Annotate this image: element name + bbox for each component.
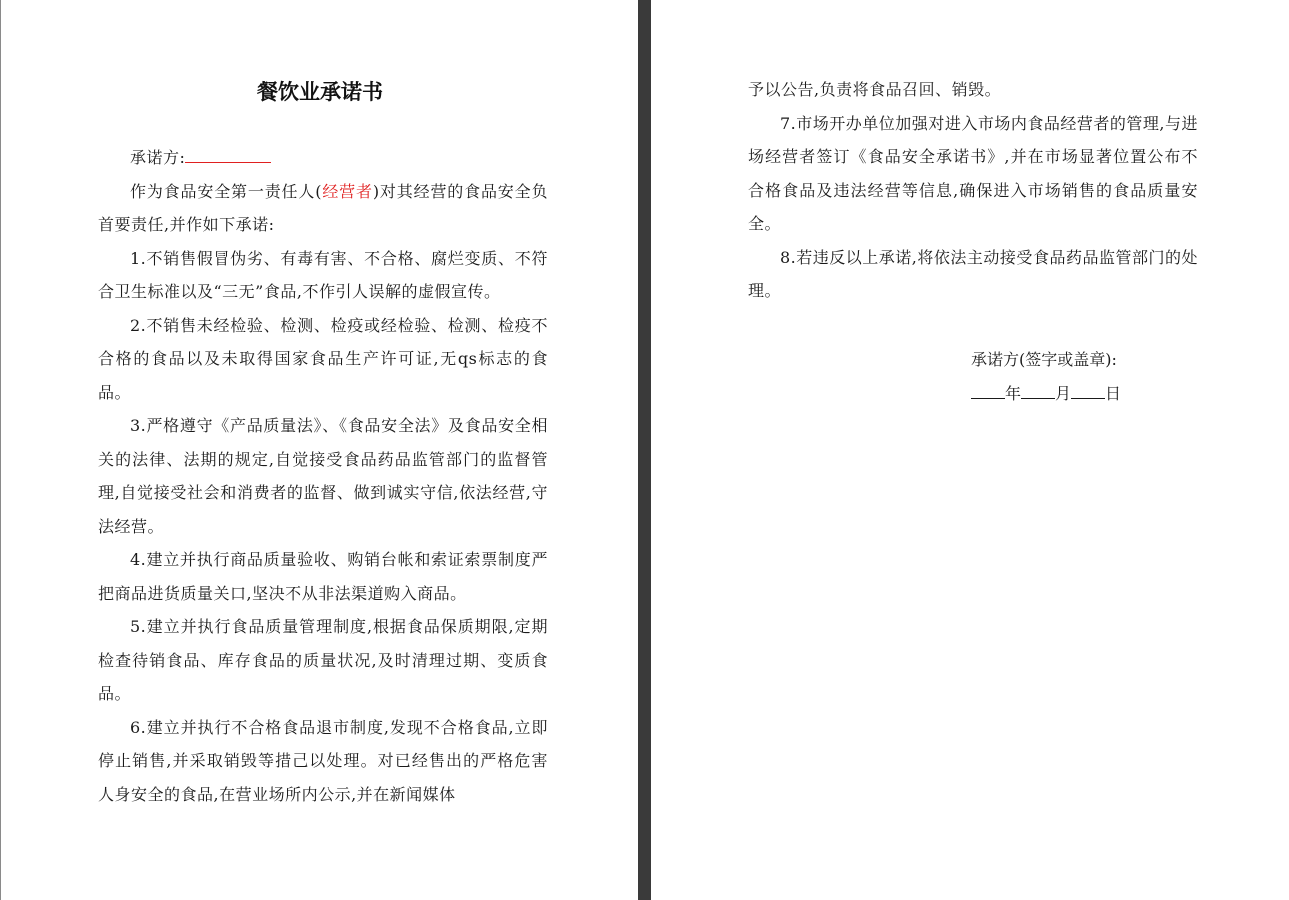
party-line [98,141,548,175]
commitment-item-7: 7.市场开办单位加强对进入市场内食品经营者的管理,与进场经营者签订《食品安全承诺书》,并在市场显著位置公布不合格食品及违法经营等信息,确保进入市场销售的食品质量安全。 [748,113,1198,233]
commitment-item-5: 5.建立并执行食品质量管理制度,根据食品保质期限,定期检查待销食品、库存食品的质量状况,及时清理过期、变质食品。 [98,617,548,703]
intro-highlight: 经营者 [321,181,373,201]
commitment-item-3: 3.严格遵守《产品质量法》、《食品安全法》及食品安全相关的法律、法期的规定,自觉接受食品药品监管部门的监督管理,自觉接受社会和消费者的监督、做到诚实守信,依法经营,守法经营。 [98,416,548,536]
year-label: 年 [1005,384,1022,403]
commitment-item-6: 6.建立并执行不合格食品退市制度,发现不合格食品,立即停止销售,并采取销毁等措己以处理。对已经售出的严格危害人身安全的食品,在营业场所内公示,并在新闻媒体 [98,717,548,804]
page-2-content [748,73,1198,308]
month-label: 月 [1055,384,1072,403]
day-blank [1071,380,1105,399]
item-6-continuation: 予以公告,负责将食品召回、销毁。 [748,80,1002,99]
commitment-item-8: 8.若违反以上承诺,将依法主动接受食品药品监管部门的处理。 [748,247,1198,300]
page-2 [651,0,1289,900]
intro-paragraph [98,175,548,242]
page-1 [0,0,639,900]
intro-after: )对其经营的食品安全负首要责任,并作如下承诺: [98,181,548,234]
document-title: 餐饮业承诺书 [257,80,383,104]
signature-label: 承诺方(签字或盖章): [971,350,1117,369]
signature-block [971,343,1121,411]
party-blank [185,144,271,163]
page-1-content [98,141,548,811]
party-label: 承诺方: [130,148,186,167]
day-label: 日 [1105,384,1122,403]
commitment-item-4: 4.建立并执行商品质量验收、购销台帐和索证索票制度严把商品进货质量关口,坚决不从非法渠道购入商品。 [98,550,548,603]
month-blank [1021,380,1055,399]
commitment-item-2: 2.不销售未经检验、检测、检疫或经检验、检测、检疫不合格的食品以及未取得国家食品生产许可证,无qs标志的食品。 [98,315,548,402]
year-blank [971,380,1005,399]
date-line [971,377,1121,411]
commitment-item-1: 1.不销售假冒伪劣、有毒有害、不合格、腐烂变质、不符合卫生标准以及“三无”食品,不作引人误解的虚假宣传。 [98,248,548,301]
intro-before: 作为食品安全第一责任人( [130,181,322,201]
page-gutter [638,0,651,900]
